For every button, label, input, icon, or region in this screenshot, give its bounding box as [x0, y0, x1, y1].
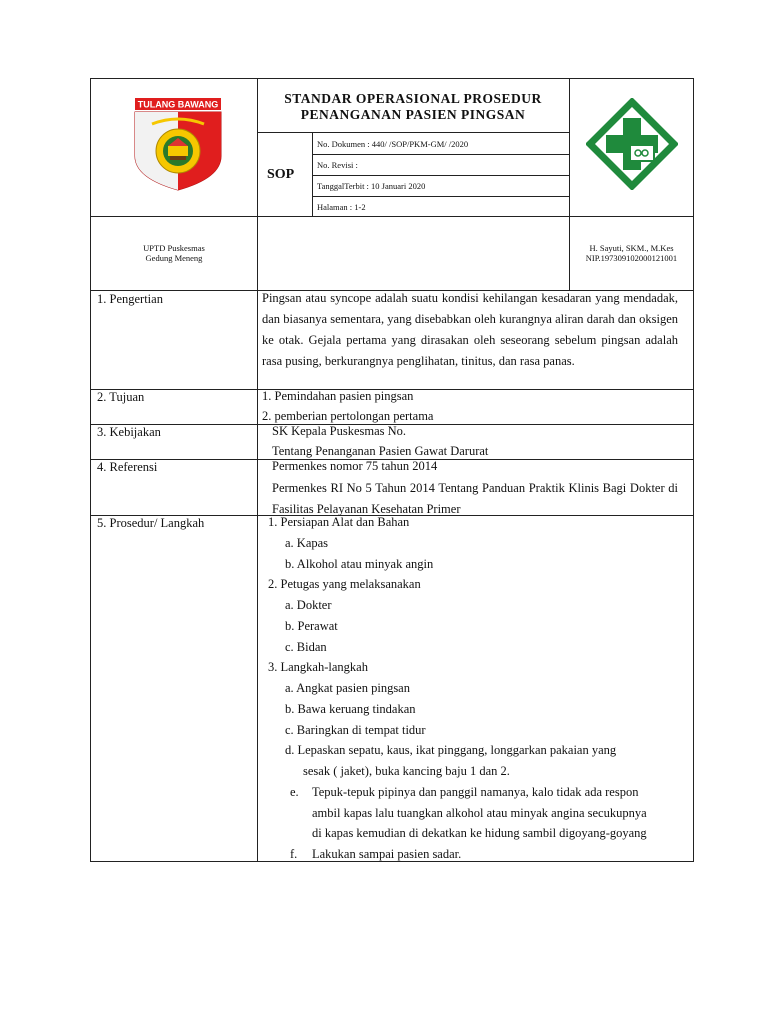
signer-name: H. Sayuti, SKM., M.Kes	[589, 243, 674, 253]
prosedur-step-3e-line-3: di kapas kemudian di dekatkan ke hidung sambil digoyang-goyang	[312, 826, 647, 840]
tujuan-item-2: 2. pemberian pertolongan pertama	[262, 409, 434, 423]
label-pengertian: 1. Pengertian	[97, 292, 163, 306]
signer-block	[570, 243, 693, 263]
org-line-1: UPTD Puskesmas	[143, 243, 205, 253]
puskesmas-logo	[586, 98, 678, 190]
label-tujuan: 2. Tujuan	[97, 390, 145, 404]
prosedur-step-3e-line-2: ambil kapas lalu tuangkan alkohol atau minyak angina secukupnya	[312, 806, 647, 820]
prosedur-step-2a: a. Dokter	[285, 598, 332, 612]
prosedur-step-1a: a. Kapas	[285, 536, 329, 550]
prosedur-step-1b: b. Alkohol atau minyak angin	[285, 557, 434, 571]
halaman: Halaman : 1-2	[317, 202, 366, 212]
prosedur-step-1: 1. Persiapan Alat dan Bahan	[268, 515, 410, 529]
svg-text:TULANG BAWANG: TULANG BAWANG	[137, 99, 219, 110]
kebijakan-line-1: SK Kepala Puskesmas No.	[272, 424, 407, 438]
label-referensi: 4. Referensi	[97, 460, 158, 474]
prosedur-step-2b: b. Perawat	[285, 619, 338, 633]
referensi-line-1: Permenkes nomor 75 tahun 2014	[272, 459, 438, 473]
prosedur-step-3e-line-1: Tepuk-tepuk pipinya dan panggil namanya, kalo tidak ada respon	[312, 785, 639, 799]
sop-label: SOP	[267, 167, 295, 182]
prosedur-step-3f: Lakukan sampai pasien sadar.	[312, 847, 462, 861]
title-line-1: STANDAR OPERASIONAL PROSEDUR	[284, 91, 542, 106]
label-prosedur: 5. Prosedur/ Langkah	[97, 516, 205, 530]
prosedur-step-3: 3. Langkah-langkah	[268, 660, 368, 674]
document-title	[260, 91, 566, 123]
kebijakan-line-2: Tentang Penanganan Pasien Gawat Darurat	[272, 444, 489, 458]
tanggal-terbit: TanggalTerbit : 10 Januari 2020	[317, 181, 426, 191]
prosedur-step-3c: c. Baringkan di tempat tidur	[285, 723, 426, 737]
no-dokumen: No. Dokumen : 440/ /SOP/PKM-GM/ /2020	[317, 139, 469, 149]
prosedur-step-3f-marker: f.	[290, 847, 298, 861]
prosedur-step-3e-marker: e.	[290, 785, 299, 799]
prosedur-step-2c: c. Bidan	[285, 640, 327, 654]
prosedur-step-3d-line-2: sesak ( jaket), buka kancing baju 1 dan 2.	[303, 764, 510, 778]
no-revisi: No. Revisi :	[317, 160, 358, 170]
title-line-2: PENANGANAN PASIEN PINGSAN	[300, 107, 526, 122]
org-line-2: Gedung Meneng	[145, 253, 203, 263]
label-kebijakan: 3. Kebijakan	[97, 425, 161, 439]
prosedur-step-3b: b. Bawa keruang tindakan	[285, 702, 416, 716]
signer-nip: NIP.197309102000121001	[585, 253, 678, 263]
tulang-bawang-logo	[132, 96, 224, 192]
pengertian-text: Pingsan atau syncope adalah suatu kondisi kehilangan kesadaran yang mendadak, dan biasanya sementara, yang disebabkan oleh kurangnya aliran darah dan oksigen ke otak. Gejala pertama yang dirasakan oleh seseorang sebelum pingsan adalah rasa pusing, berkurangnya penglihatan, tinitus, dan rasa panas.	[262, 291, 678, 368]
prosedur-step-3a: a. Angkat pasien pingsan	[285, 681, 410, 695]
referensi-line-2: Permenkes RI No 5 Tahun 2014 Tentang Panduan Praktik Klinis Bagi Dokter di Fasilitas Pelayanan Kesehatan Primer	[272, 481, 678, 516]
prosedur-step-2: 2. Petugas yang melaksanakan	[268, 577, 421, 591]
organization-name	[91, 243, 257, 263]
prosedur-step-3d-line-1: d. Lepaskan sepatu, kaus, ikat pinggang, longgarkan pakaian yang	[285, 743, 617, 757]
tujuan-item-1: 1. Pemindahan pasien pingsan	[262, 389, 414, 403]
